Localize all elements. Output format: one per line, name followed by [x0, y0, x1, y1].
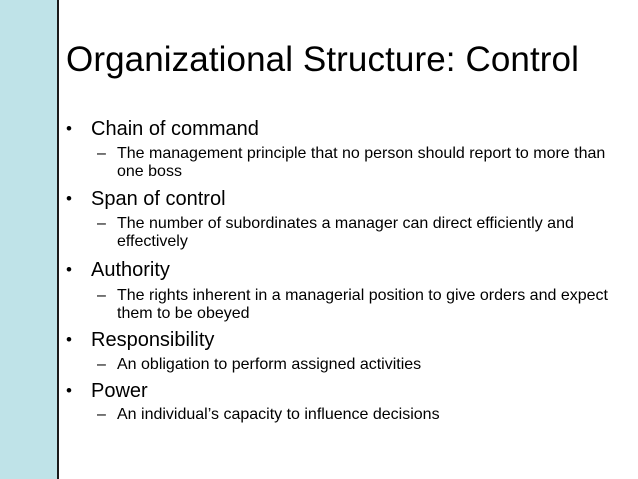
dash-icon: –: [97, 356, 106, 373]
bullet-dot-icon: •: [66, 189, 72, 208]
bullet-dot-icon: •: [66, 260, 72, 279]
bullet-term: Chain of command: [91, 118, 259, 140]
bullet-dot-icon: •: [66, 119, 72, 138]
bullet-dot-icon: •: [66, 330, 72, 349]
left-accent-divider: [57, 0, 59, 479]
sub-bullet-chain-of-command: [97, 145, 617, 181]
dash-icon: –: [97, 145, 106, 162]
dash-icon: –: [97, 287, 106, 304]
bullet-term: Span of control: [91, 188, 226, 210]
bullet-term: Authority: [91, 259, 170, 281]
bullet-dot-icon: •: [66, 381, 72, 400]
sub-bullet-authority: [97, 287, 617, 323]
definition-text: The management principle that no person should report to more than one boss: [117, 145, 606, 180]
sub-bullet-power: [97, 406, 617, 424]
dash-icon: –: [97, 215, 106, 232]
slide-title: Organizational Structure: Control: [66, 40, 579, 79]
sub-bullet-responsibility: [97, 356, 617, 374]
definition-text: The number of subordinates a manager can direct efficiently and effectively: [117, 215, 574, 250]
definition-text: An obligation to perform assigned activities: [117, 356, 422, 373]
sub-bullet-span-of-control: [97, 215, 617, 251]
definition-text: The rights inherent in a managerial position to give orders and expect them to be obeyed: [117, 287, 608, 322]
bullet-term: Power: [91, 380, 148, 402]
left-accent-bar: [0, 0, 57, 479]
dash-icon: –: [97, 406, 106, 423]
definition-text: An individual’s capacity to influence decisions: [117, 406, 440, 423]
bullet-term: Responsibility: [91, 329, 215, 351]
